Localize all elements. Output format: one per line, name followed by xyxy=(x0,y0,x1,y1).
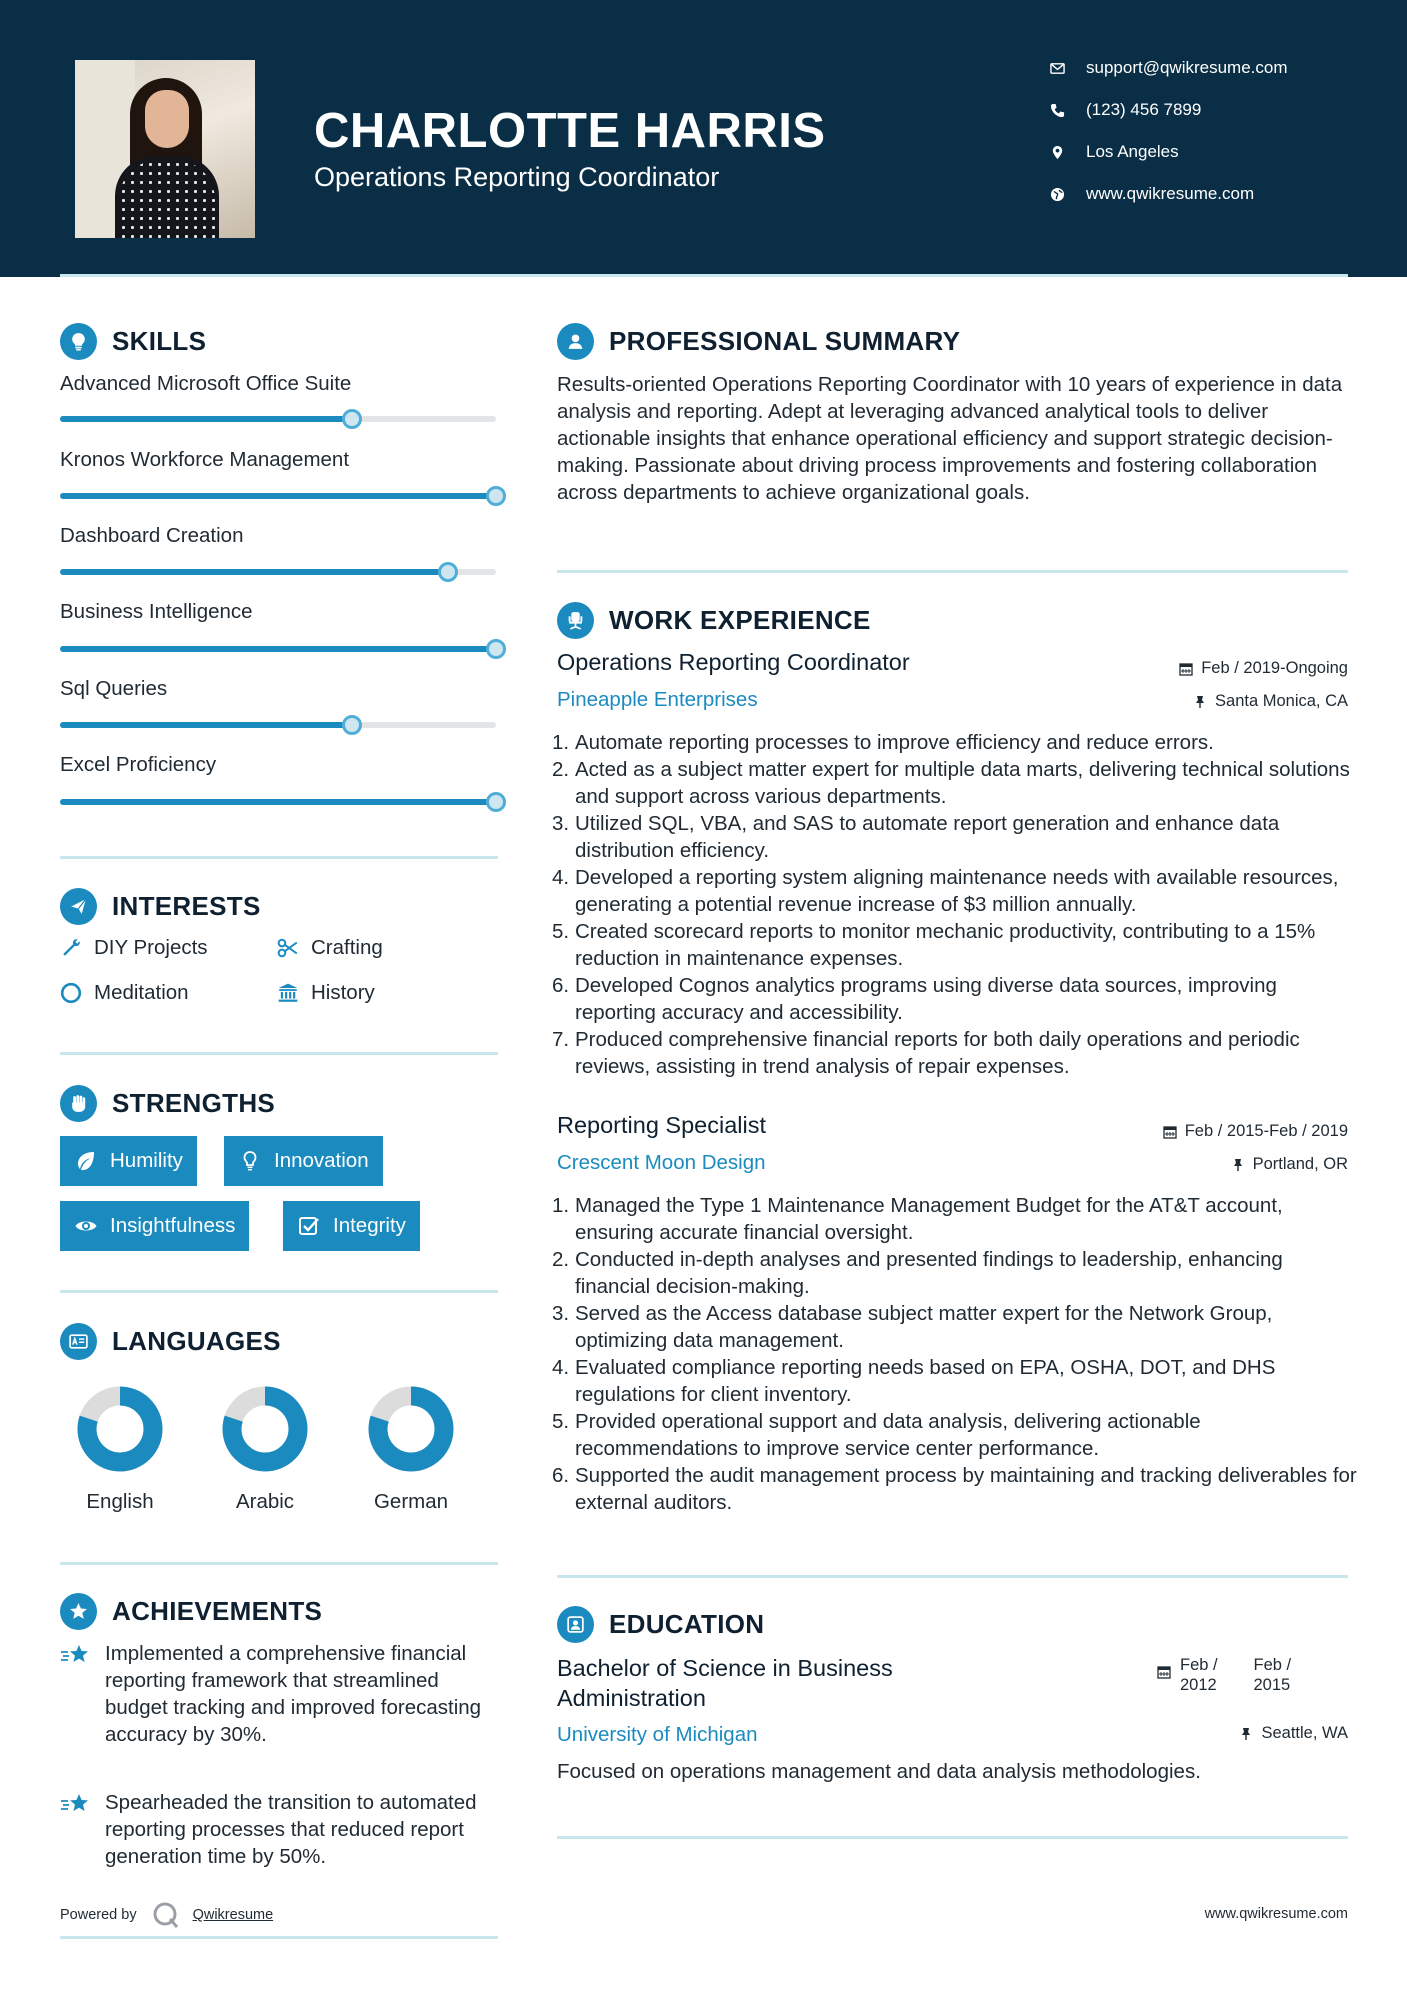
job-duty: 4. Evaluated compliance reporting needs based on EPA, OSHA, DOT, and DHS regulations for client inventory. xyxy=(552,1356,1276,1406)
summary-text: Results-oriented Operations Reporting Coordinator with 10 years of experience in data analysis and reporting. Adept at leveraging advanced analytical tools to deliver actionable insights that enhance operational efficiency and support strategic decision-making. Passionate about driving process improvements and fostering collaboration across departments to achieve organizational goals. xyxy=(557,373,1343,504)
job-duty: 3. Served as the Access database subject matter expert for the Network Group, optimizing data management. xyxy=(552,1302,1273,1352)
languages-heading xyxy=(60,1323,281,1360)
globe-icon xyxy=(1050,187,1086,202)
language-card-icon xyxy=(60,1323,97,1360)
powered-by-label: Powered by xyxy=(60,1907,137,1923)
job-duty-text: Provided operational support and data analysis, delivering actionable recommendations to improve service center performance. xyxy=(575,1410,1201,1460)
job-duty: 2. Acted as a subject matter expert for multiple data marts, delivering technical solutions and support across various departments. xyxy=(552,758,1350,808)
section-divider xyxy=(60,1562,498,1565)
languages-title: LANGUAGES xyxy=(112,1326,281,1356)
work-title: WORK EXPERIENCE xyxy=(609,605,871,635)
skill-bar-knob xyxy=(486,639,506,659)
education-title: EDUCATION xyxy=(609,1609,765,1639)
job-duty-text: Supported the audit management process by maintaining and tracking deliverables for external auditors. xyxy=(575,1464,1357,1514)
skill-bar-knob xyxy=(342,715,362,735)
section-divider xyxy=(557,1836,1348,1839)
lightbulb-icon xyxy=(60,323,97,360)
achievement-text: Implemented a comprehensive financial reporting framework that streamlined budget tracking and improved forecasting accuracy by 30%. xyxy=(105,1642,482,1746)
language-label: English xyxy=(86,1490,154,1513)
skill-bar-fill xyxy=(60,493,496,499)
job-duty-text: Evaluated compliance reporting needs based on EPA, OSHA, DOT, and DHS regulations for client inventory. xyxy=(575,1356,1276,1406)
job-dates-text: Feb / 2019-Ongoing xyxy=(1201,659,1348,677)
skill-bar-knob xyxy=(486,792,506,812)
skill-label: Kronos Workforce Management xyxy=(60,448,350,471)
summary-heading xyxy=(557,323,960,360)
skill-label: Business Intelligence xyxy=(60,600,253,623)
achievement-text: Spearheaded the transition to automated reporting processes that reduced report generation time by 50%. xyxy=(105,1791,477,1868)
qwikresume-link[interactable]: Qwikresume xyxy=(192,1907,274,1923)
job-duty-text: Developed a reporting system aligning maintenance needs with available resources, generating a potential revenue increase of $3 million annually. xyxy=(575,866,1339,916)
job-location-text: Santa Monica, CA xyxy=(1215,692,1348,710)
strengths-title: STRENGTHS xyxy=(112,1088,276,1118)
contact-website-text: www.qwikresume.com xyxy=(1086,184,1255,203)
skill-label: Advanced Microsoft Office Suite xyxy=(60,372,352,395)
circle-icon xyxy=(60,982,94,1004)
interest-label: Crafting xyxy=(311,936,383,959)
strength-badge xyxy=(283,1201,420,1251)
job-duty-text: Acted as a subject matter expert for multiple data marts, delivering technical solutions and support across various departments. xyxy=(575,758,1350,808)
section-divider xyxy=(60,1052,498,1055)
language-proficiency-donut xyxy=(77,1386,163,1472)
strength-badge xyxy=(60,1201,249,1251)
job-duty: 1. Managed the Type 1 Maintenance Management Budget for the AT&T account, ensuring accurate financial oversight. xyxy=(552,1194,1283,1244)
education-end-date: Feb / 2015 xyxy=(1253,1656,1292,1694)
education-location xyxy=(1239,1724,1348,1743)
job-duty-text: Managed the Type 1 Maintenance Management Budget for the AT&T account, ensuring accurate financial oversight. xyxy=(575,1194,1283,1244)
interests-title: INTERESTS xyxy=(112,891,261,921)
skill-bar-fill xyxy=(60,569,448,575)
skill-bar xyxy=(60,493,496,499)
skill-bar xyxy=(60,799,496,805)
skill-label: Sql Queries xyxy=(60,677,168,700)
job-duty: 4. Developed a reporting system aligning maintenance needs with available resources, generating a potential revenue increase of $3 million annually. xyxy=(552,866,1339,916)
education-start-date: Feb / 2012 xyxy=(1180,1656,1218,1694)
job-duty-text: Conducted in-depth analyses and presented findings to leadership, enhancing financial decision-making. xyxy=(575,1248,1283,1298)
candidate-name: CHARLOTTE HARRIS xyxy=(314,104,826,158)
interest-label: History xyxy=(311,981,375,1004)
map-pin-icon xyxy=(1050,145,1086,160)
contact-location-text: Los Angeles xyxy=(1086,142,1179,161)
check-square-icon xyxy=(297,1214,321,1238)
bank-icon xyxy=(277,982,311,1004)
footer-website-link[interactable]: www.qwikresume.com xyxy=(1204,1906,1348,1922)
job-duty-text: Served as the Access database subject matter expert for the Network Group, optimizing data management. xyxy=(575,1302,1273,1352)
contact-website[interactable] xyxy=(1050,184,1254,204)
powered-by xyxy=(60,1900,273,1930)
job-company: Crescent Moon Design xyxy=(557,1151,766,1174)
job-title: Reporting Specialist xyxy=(557,1112,766,1138)
calendar-icon xyxy=(1179,662,1193,676)
school-name: University of Michigan xyxy=(557,1723,758,1746)
job-duty: 2. Conducted in-depth analyses and presented findings to leadership, enhancing financial decision-making. xyxy=(552,1248,1283,1298)
interest-label: Meditation xyxy=(94,981,189,1004)
skill-label: Excel Proficiency xyxy=(60,753,217,776)
contact-location xyxy=(1050,142,1179,162)
skill-bar xyxy=(60,646,496,652)
skills-heading xyxy=(60,323,206,360)
degree-title: Bachelor of Science in Business Administration xyxy=(557,1655,893,1711)
education-heading xyxy=(557,1606,764,1643)
skill-bar-fill xyxy=(60,722,352,728)
strength-label: Insightfulness xyxy=(110,1214,236,1237)
interest-item xyxy=(60,981,189,1005)
leaf-icon xyxy=(74,1149,98,1173)
skill-bar-knob xyxy=(342,409,362,429)
job-duties-list xyxy=(552,1192,1357,1516)
profile-photo xyxy=(75,60,255,238)
section-divider xyxy=(60,856,498,859)
graduate-icon xyxy=(557,1606,594,1643)
strength-badge xyxy=(60,1136,197,1186)
job-duty: 5. Provided operational support and data analysis, delivering actionable recommendations to improve service center performance. xyxy=(552,1410,1201,1460)
strength-label: Innovation xyxy=(274,1149,369,1172)
contact-email-text: support@qwikresume.com xyxy=(1086,58,1288,77)
resume-header xyxy=(0,0,1407,277)
strengths-heading xyxy=(60,1085,275,1122)
job-duties-list xyxy=(552,729,1357,1080)
star-icon xyxy=(60,1789,105,1870)
skills-title: SKILLS xyxy=(112,326,207,356)
strength-badge xyxy=(224,1136,383,1186)
fist-icon xyxy=(60,1085,97,1122)
skill-bar-knob xyxy=(438,562,458,582)
candidate-role: Operations Reporting Coordinator xyxy=(314,162,720,192)
interest-label: DIY Projects xyxy=(94,936,208,959)
scissors-icon xyxy=(277,937,311,959)
phone-icon xyxy=(1050,103,1086,118)
job-duty: 6. Supported the audit management process by maintaining and tracking deliverables for external auditors. xyxy=(552,1464,1357,1514)
section-divider xyxy=(557,570,1348,573)
calendar-icon xyxy=(1163,1125,1177,1139)
achievements-title: ACHIEVEMENTS xyxy=(112,1596,323,1626)
skill-bar-fill xyxy=(60,799,496,805)
language-label: Arabic xyxy=(235,1490,295,1513)
job-dates-text: Feb / 2015-Feb / 2019 xyxy=(1184,1122,1348,1140)
interest-item xyxy=(60,936,208,960)
summary-title: PROFESSIONAL SUMMARY xyxy=(609,326,961,356)
job-duty-text: Produced comprehensive financial reports for both daily operations and periodic reviews, assisting in trend analysis of repair expenses. xyxy=(575,1028,1300,1078)
pushpin-icon xyxy=(1231,1158,1245,1172)
job-duty: 1. Automate reporting processes to improve efficiency and reduce errors. xyxy=(552,731,1214,754)
star-icon xyxy=(60,1640,105,1748)
achievements-heading xyxy=(60,1593,322,1630)
contact-phone-text: (123) 456 7899 xyxy=(1086,100,1202,119)
education-location-text: Seattle, WA xyxy=(1261,1724,1348,1742)
eye-icon xyxy=(74,1214,98,1238)
language-proficiency-donut xyxy=(222,1386,308,1472)
skill-label: Dashboard Creation xyxy=(60,524,244,547)
job-title: Operations Reporting Coordinator xyxy=(557,649,910,675)
lightbulb-icon xyxy=(238,1149,262,1173)
pushpin-icon xyxy=(1239,1727,1253,1741)
skill-bar xyxy=(60,416,496,422)
contact-email[interactable] xyxy=(1050,58,1288,78)
job-duty: 7. Produced comprehensive financial reports for both daily operations and periodic reviews, assisting in trend analysis of repair expenses. xyxy=(552,1028,1300,1078)
strength-label: Integrity xyxy=(333,1214,406,1237)
office-chair-icon xyxy=(557,602,594,639)
job-dates xyxy=(1179,659,1348,678)
paper-plane-icon xyxy=(60,888,97,925)
skill-bar xyxy=(60,569,496,575)
language-label: German xyxy=(373,1490,449,1513)
wrench-icon xyxy=(60,937,94,959)
job-location-text: Portland, OR xyxy=(1252,1155,1348,1173)
user-icon xyxy=(557,323,594,360)
education-dates xyxy=(1157,1655,1306,1695)
job-location xyxy=(1193,692,1348,711)
job-duty: 6. Developed Cognos analytics programs using diverse data sources, improving reporting accuracy and accessibility. xyxy=(552,974,1277,1024)
section-divider xyxy=(60,1936,498,1939)
qwikresume-logo-icon xyxy=(151,1900,181,1930)
job-duty-text: Created scorecard reports to monitor mechanic productivity, contributing to a 15% reduction in maintenance expenses. xyxy=(575,920,1316,970)
strength-label: Humility xyxy=(110,1149,183,1172)
skill-bar-fill xyxy=(60,646,496,652)
section-divider xyxy=(557,1575,1348,1578)
job-duty-text: Utilized SQL, VBA, and SAS to automate report generation and enhance data distribution efficiency. xyxy=(575,812,1280,862)
pushpin-icon xyxy=(1193,695,1207,709)
job-location xyxy=(1231,1155,1348,1174)
job-company: Pineapple Enterprises xyxy=(557,688,758,711)
job-duty: 5. Created scorecard reports to monitor mechanic productivity, contributing to a 15% reduction in maintenance expenses. xyxy=(552,920,1316,970)
language-proficiency-donut xyxy=(368,1386,454,1472)
skill-bar-knob xyxy=(486,486,506,506)
work-heading xyxy=(557,602,871,639)
section-divider xyxy=(60,1290,498,1293)
contact-phone[interactable] xyxy=(1050,100,1201,120)
skill-bar-fill xyxy=(60,416,352,422)
job-duty-text: Developed Cognos analytics programs using diverse data sources, improving reporting accuracy and accessibility. xyxy=(575,974,1277,1024)
interest-item xyxy=(277,936,383,960)
envelope-icon xyxy=(1050,61,1086,76)
achievement-item xyxy=(60,1789,500,1870)
star-badge-icon xyxy=(60,1593,97,1630)
interests-heading xyxy=(60,888,261,925)
job-dates xyxy=(1163,1122,1348,1141)
header-divider xyxy=(60,274,1348,277)
job-duty: 3. Utilized SQL, VBA, and SAS to automate report generation and enhance data distribution efficiency. xyxy=(552,812,1280,862)
education-description: Focused on operations management and data analysis methodologies. xyxy=(557,1760,1201,1783)
skill-bar xyxy=(60,722,496,728)
calendar-icon xyxy=(1157,1665,1171,1679)
achievement-item xyxy=(60,1640,500,1748)
interest-item xyxy=(277,981,375,1005)
job-duty-text: Automate reporting processes to improve efficiency and reduce errors. xyxy=(575,731,1214,754)
